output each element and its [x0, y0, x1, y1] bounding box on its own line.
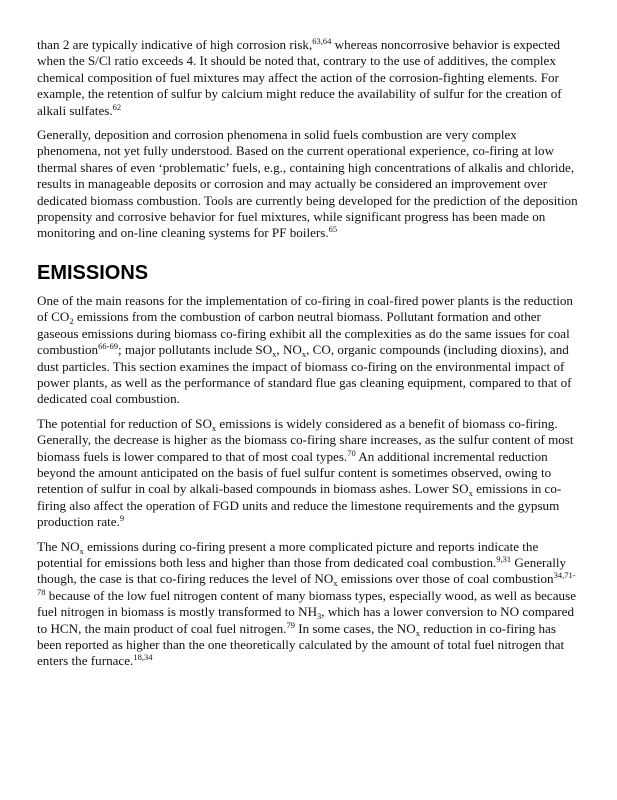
subscript: 3	[317, 611, 322, 622]
citation-ref: 18,34	[133, 652, 153, 663]
subscript: x	[211, 422, 217, 433]
subscript: 2	[69, 316, 74, 327]
text-run: In some cases, the NO	[294, 620, 416, 636]
citation-ref: 65	[328, 224, 338, 235]
paragraph-sox-reduction	[37, 416, 578, 531]
text-run: whereas noncorrosive behavior is expected when the S/Cl ratio exceeds 4. It should be noted that, contrary to the use of additives, the complex chemical composition of fuel mixtures may affect the action of the corrosion-fighting elements. For example, the retention of sulfur by calcium might reduce the availability of sulfur for the creation of alkali sulfates.	[37, 37, 562, 118]
paragraph-deposition-corrosion	[37, 127, 578, 242]
citation-ref: 9	[119, 513, 125, 524]
subscript: x	[79, 545, 84, 556]
text-run: reduction in co-firing has been reported as higher than the one theoretically calculated by the amount of total fuel nitrogen that enters the furnace.	[37, 620, 565, 669]
subscript: x	[301, 349, 307, 360]
text-run: Generally, deposition and corrosion phenomena in solid fuels combustion are very complex phenomena, not yet fully understood. Based on the current operational experience, co-firing at low thermal shares of even ‘problematic’ fuels, e.g., containing high concentrations of alkalis and chloride, results in manageable deposits or corrosion and may actually be considered an improvement over dedicated biomass combustion. Tools are currently being developed for the prediction of the deposition propensity and corrosive behavior for fuel mixtures, while significant progress has been made on monitoring and on-line cleaning systems for PF boilers.	[37, 127, 578, 241]
text-run: emissions during co-firing present a more complicated picture and reports indicate the potential for emissions both less and higher than those from dedicated coal combustion.	[37, 538, 539, 570]
text-run: , which has a lower conversion to NO compared to HCN, the main product of coal fuel nitrogen.	[37, 604, 574, 636]
subscript: x	[333, 578, 338, 589]
text-run: emissions in co-firing also affect the operation of FGD units and reduce the limestone requirements and the gypsum production rate.	[37, 481, 562, 530]
citation-ref: 79	[286, 619, 295, 630]
text-run: The NO	[37, 538, 80, 554]
text-run: emissions from the combustion of carbon neutral biomass. Pollutant formation and other gaseous emissions during biomass co-firing exhibit all the complexities as do the same issues for coal combustion	[37, 309, 570, 358]
document-page	[37, 37, 578, 678]
text-run: An additional incremental reduction beyond the amount anticipated on the basis of fuel sulfur content is sometimes observed, owing to retention of sulfur in coal by alkali-based compounds in biomass ashes. Lower SO	[37, 448, 552, 497]
citation-ref: 62	[112, 101, 122, 112]
citation-ref: 70	[347, 447, 356, 458]
section-heading-emissions: EMISSIONS	[37, 261, 149, 284]
text-run: emissions over those of coal combustion	[337, 571, 554, 587]
text-run: Generally though, the case is that co-firing reduces the level of NO	[37, 554, 567, 587]
text-run: emissions is widely considered as a benefit of biomass co-firing. Generally, the decrease is higher as the biomass co-firing share increases, as the sulfur content of most biomass fuels is lower compared to that of most coal types.	[37, 415, 574, 464]
text-run: , NO	[276, 342, 302, 358]
citation-ref: 63,64	[312, 36, 332, 46]
citation-ref: 66-69	[98, 341, 118, 352]
paragraph-corrosion-ratio	[37, 37, 578, 119]
paragraph-nox-emissions	[37, 539, 578, 670]
citation-ref: 9,31	[496, 553, 512, 564]
subscript: x	[468, 488, 473, 499]
paragraph-emissions-intro	[37, 293, 578, 408]
subscript: x	[415, 627, 420, 638]
text-run: ; major pollutants include SO	[117, 342, 273, 358]
text-run: One of the main reasons for the implementation of co-firing in coal-fired power plants is the reduction of CO	[37, 292, 573, 325]
citation-ref: 34,71-78	[37, 570, 576, 597]
text-run: The potential for reduction of SO	[37, 415, 212, 431]
subscript: x	[272, 349, 277, 360]
text-run: , CO, organic compounds (including dioxins), and dust particles. This section examines the impact of biomass co-firing on the environmental impact of power plants, as well as the performance of standard flue gas cleaning equipment, compared to that of dedicated coal combustion.	[37, 342, 572, 407]
text-run: because of the low fuel nitrogen content of many biomass types, especially wood, as well as because fuel nitrogen in biomass is mostly transformed to NH	[37, 587, 577, 620]
text-run: than 2 are typically indicative of high corrosion risk,	[37, 37, 313, 52]
